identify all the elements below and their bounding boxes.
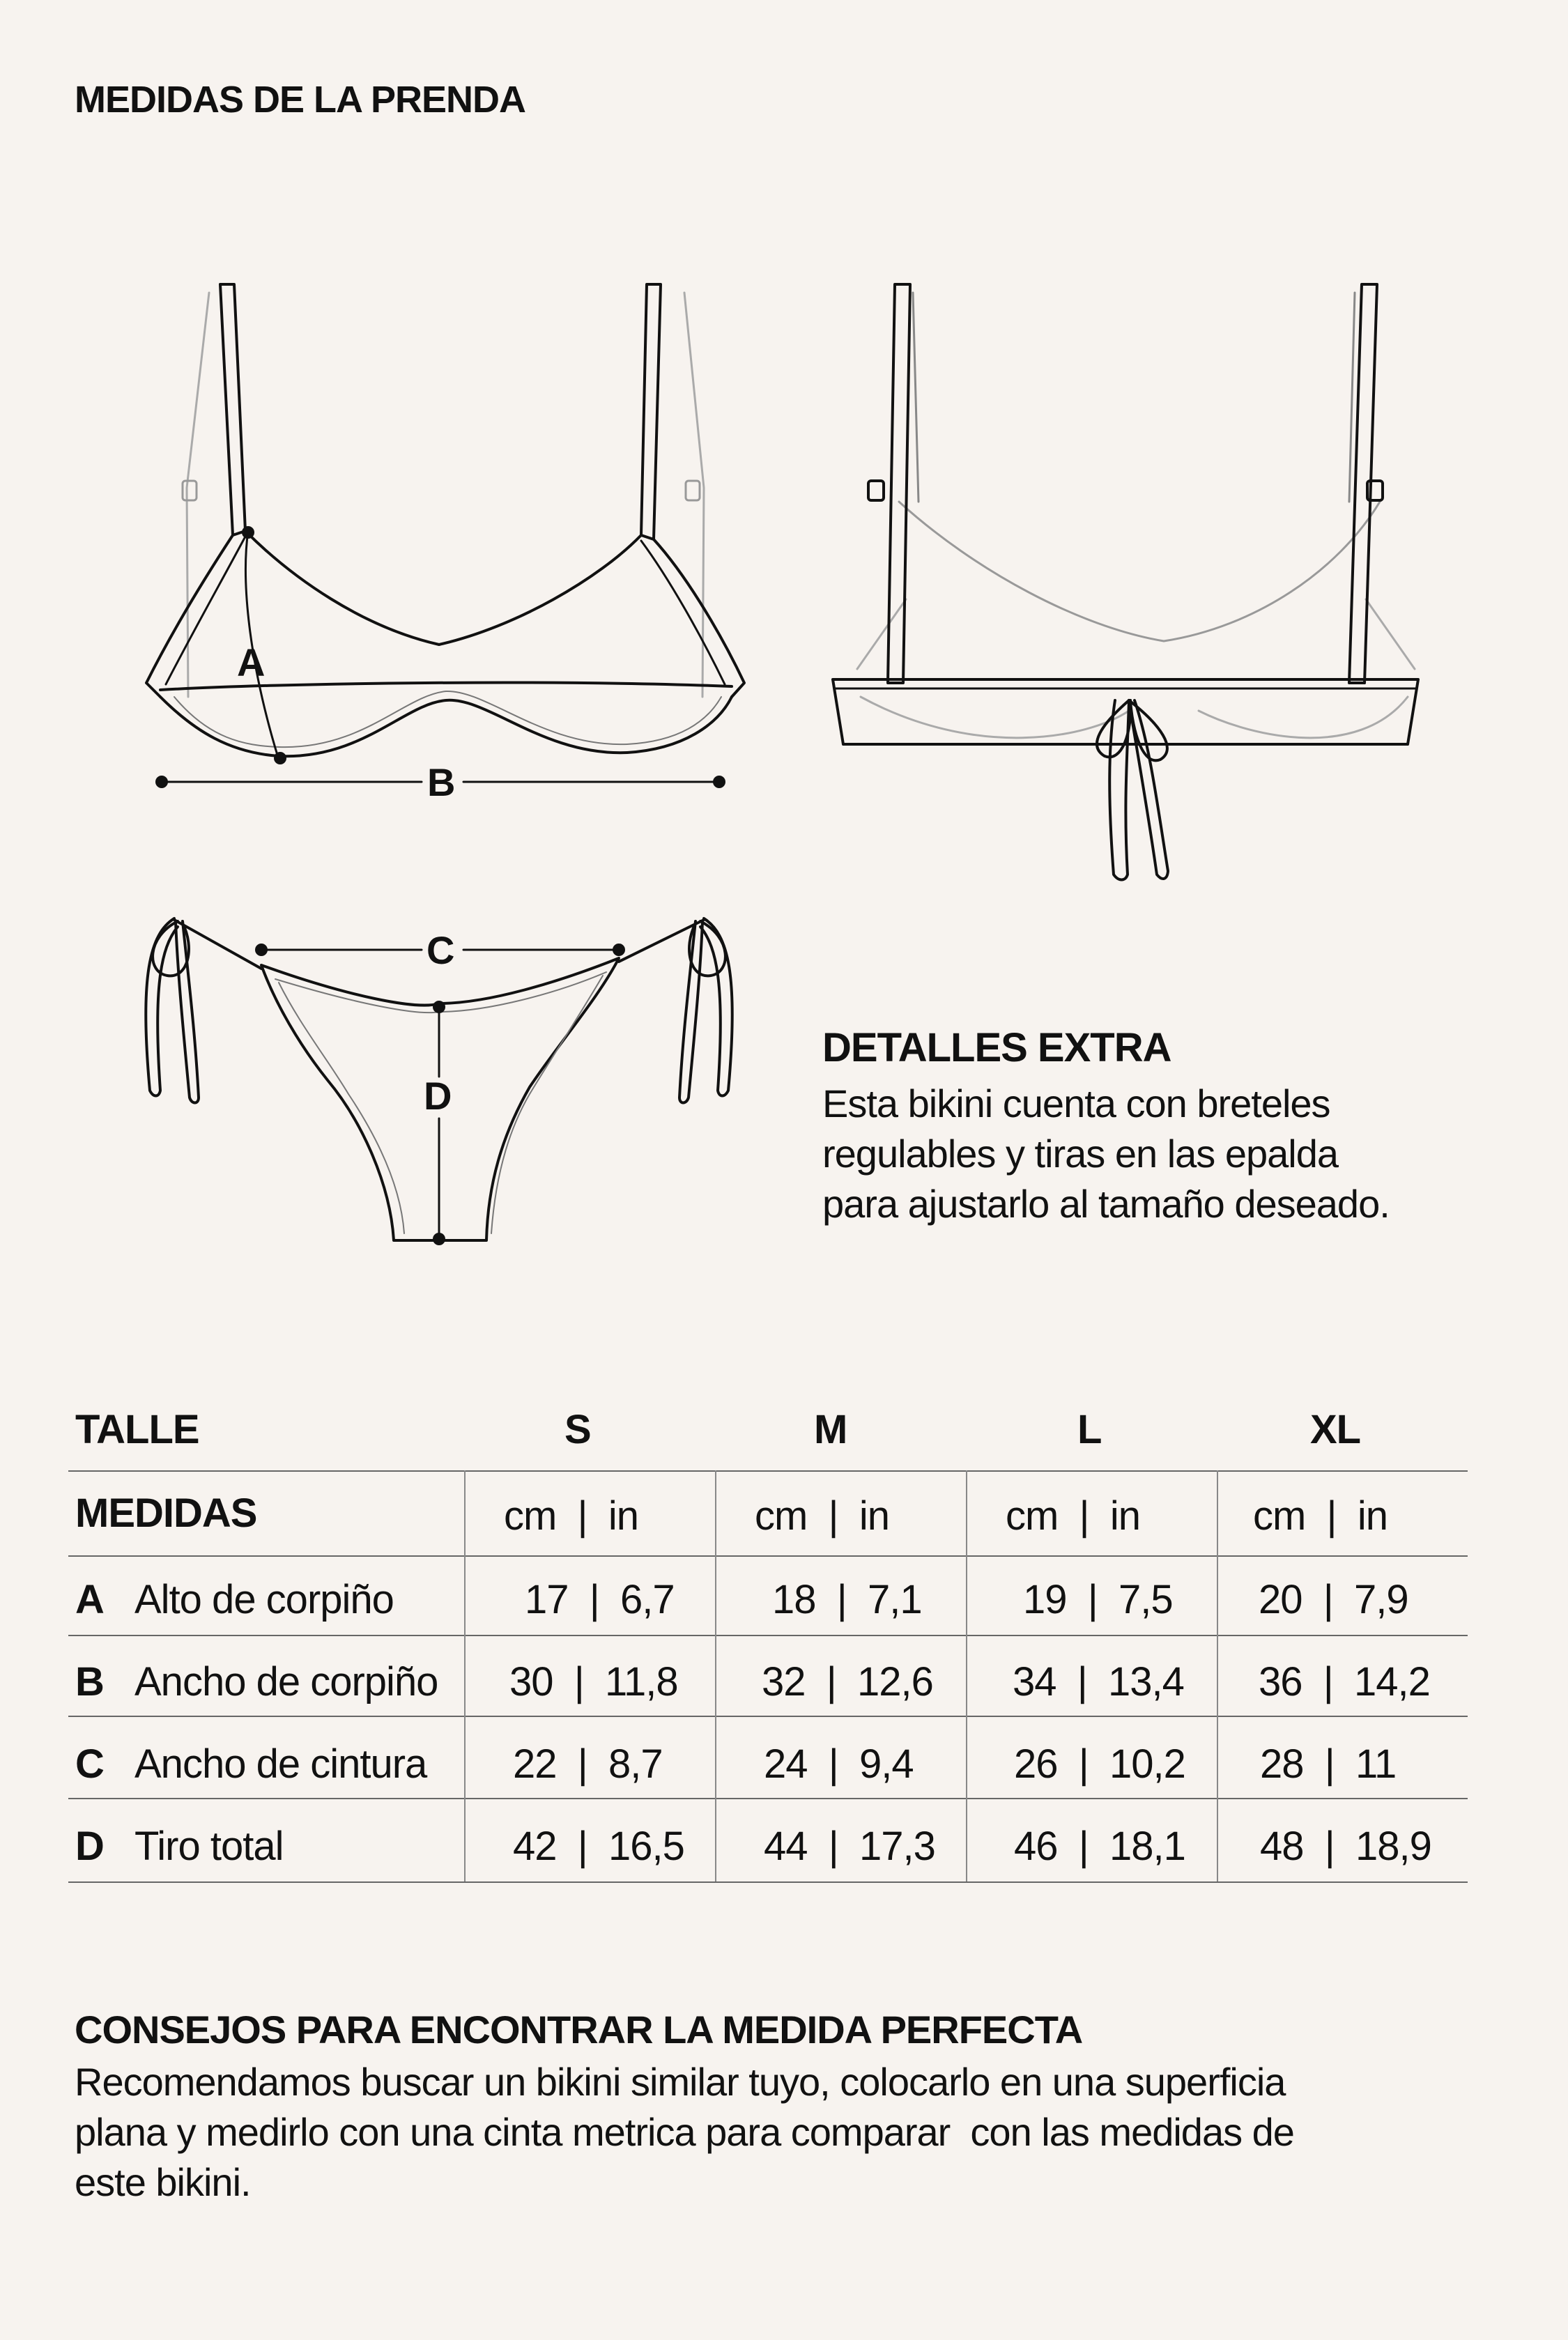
row-name: Ancho de corpiño <box>134 1659 438 1704</box>
row-letter: B <box>75 1659 104 1704</box>
column-divider <box>715 1470 716 1881</box>
tips-title: CONSEJOS PARA ENCONTRAR LA MEDIDA PERFECTA <box>75 2008 1083 2052</box>
row-name: Ancho de cintura <box>134 1741 427 1787</box>
tips-line: plana y medirlo con una cinta metrica para comparar con las medidas de <box>75 2110 1294 2154</box>
value-cell: 18 | 7,1 <box>772 1577 922 1622</box>
measure-label-c: C <box>426 928 455 972</box>
value-cell: 28 | 11 <box>1260 1741 1397 1787</box>
size-header-s: S <box>564 1407 591 1452</box>
row-letter: A <box>75 1577 104 1622</box>
value-cell: 20 | 7,9 <box>1259 1577 1408 1622</box>
value-cell: 34 | 13,4 <box>1013 1659 1184 1704</box>
value-cell: 24 | 9,4 <box>764 1741 914 1787</box>
unit-cell: cm | in <box>755 1493 889 1539</box>
tips-line: Recomendamos buscar un bikini similar tuyo, colocarlo en una superficia <box>75 2060 1286 2104</box>
table-divider <box>68 1470 1468 1472</box>
table-divider <box>68 1798 1468 1799</box>
extra-line: Esta bikini cuenta con breteles <box>822 1082 1330 1125</box>
value-cell: 30 | 11,8 <box>509 1659 678 1704</box>
extra-line: para ajustarlo al tamaño deseado. <box>822 1182 1390 1226</box>
row-letter: D <box>75 1824 104 1869</box>
medidas-label: MEDIDAS <box>75 1491 257 1536</box>
unit-cell: cm | in <box>1006 1493 1140 1539</box>
extra-line: regulables y tiras en las epalda <box>822 1132 1339 1176</box>
tips-text <box>75 2057 1468 2208</box>
unit-cell: cm | in <box>504 1493 638 1539</box>
value-cell: 32 | 12,6 <box>762 1659 933 1704</box>
value-cell: 36 | 14,2 <box>1259 1659 1430 1704</box>
size-header-xl: XL <box>1310 1407 1361 1452</box>
value-cell: 44 | 17,3 <box>764 1824 935 1869</box>
row-name: Alto de corpiño <box>134 1577 394 1622</box>
value-cell: 48 | 18,9 <box>1260 1824 1431 1869</box>
talle-header: TALLE <box>75 1407 199 1452</box>
value-cell: 46 | 18,1 <box>1014 1824 1185 1869</box>
table-divider <box>68 1881 1468 1883</box>
value-cell: 17 | 6,7 <box>525 1577 675 1622</box>
extra-details-title: DETALLES EXTRA <box>822 1025 1171 1070</box>
column-divider <box>464 1470 466 1881</box>
table-divider <box>68 1716 1468 1717</box>
table-divider <box>68 1635 1468 1636</box>
value-cell: 22 | 8,7 <box>513 1741 663 1787</box>
size-header-l: L <box>1077 1407 1102 1452</box>
measure-label-b: B <box>427 760 456 804</box>
page-title: MEDIDAS DE LA PRENDA <box>75 79 526 121</box>
unit-cell: cm | in <box>1253 1493 1388 1539</box>
column-divider <box>966 1470 967 1881</box>
measure-label-d: D <box>424 1074 452 1118</box>
bikini-top-back-illustration <box>833 284 1418 880</box>
extra-details-text <box>822 1079 1519 1229</box>
row-letter: C <box>75 1741 104 1787</box>
row-name: Tiro total <box>134 1824 284 1869</box>
size-header-m: M <box>814 1407 847 1452</box>
value-cell: 26 | 10,2 <box>1014 1741 1185 1787</box>
value-cell: 42 | 16,5 <box>513 1824 684 1869</box>
table-divider <box>68 1555 1468 1557</box>
bikini-top-front-illustration <box>146 284 744 787</box>
measure-label-a: A <box>237 640 266 684</box>
tips-line: este bikini. <box>75 2160 251 2204</box>
column-divider <box>1217 1470 1218 1881</box>
value-cell: 19 | 7,5 <box>1023 1577 1173 1622</box>
